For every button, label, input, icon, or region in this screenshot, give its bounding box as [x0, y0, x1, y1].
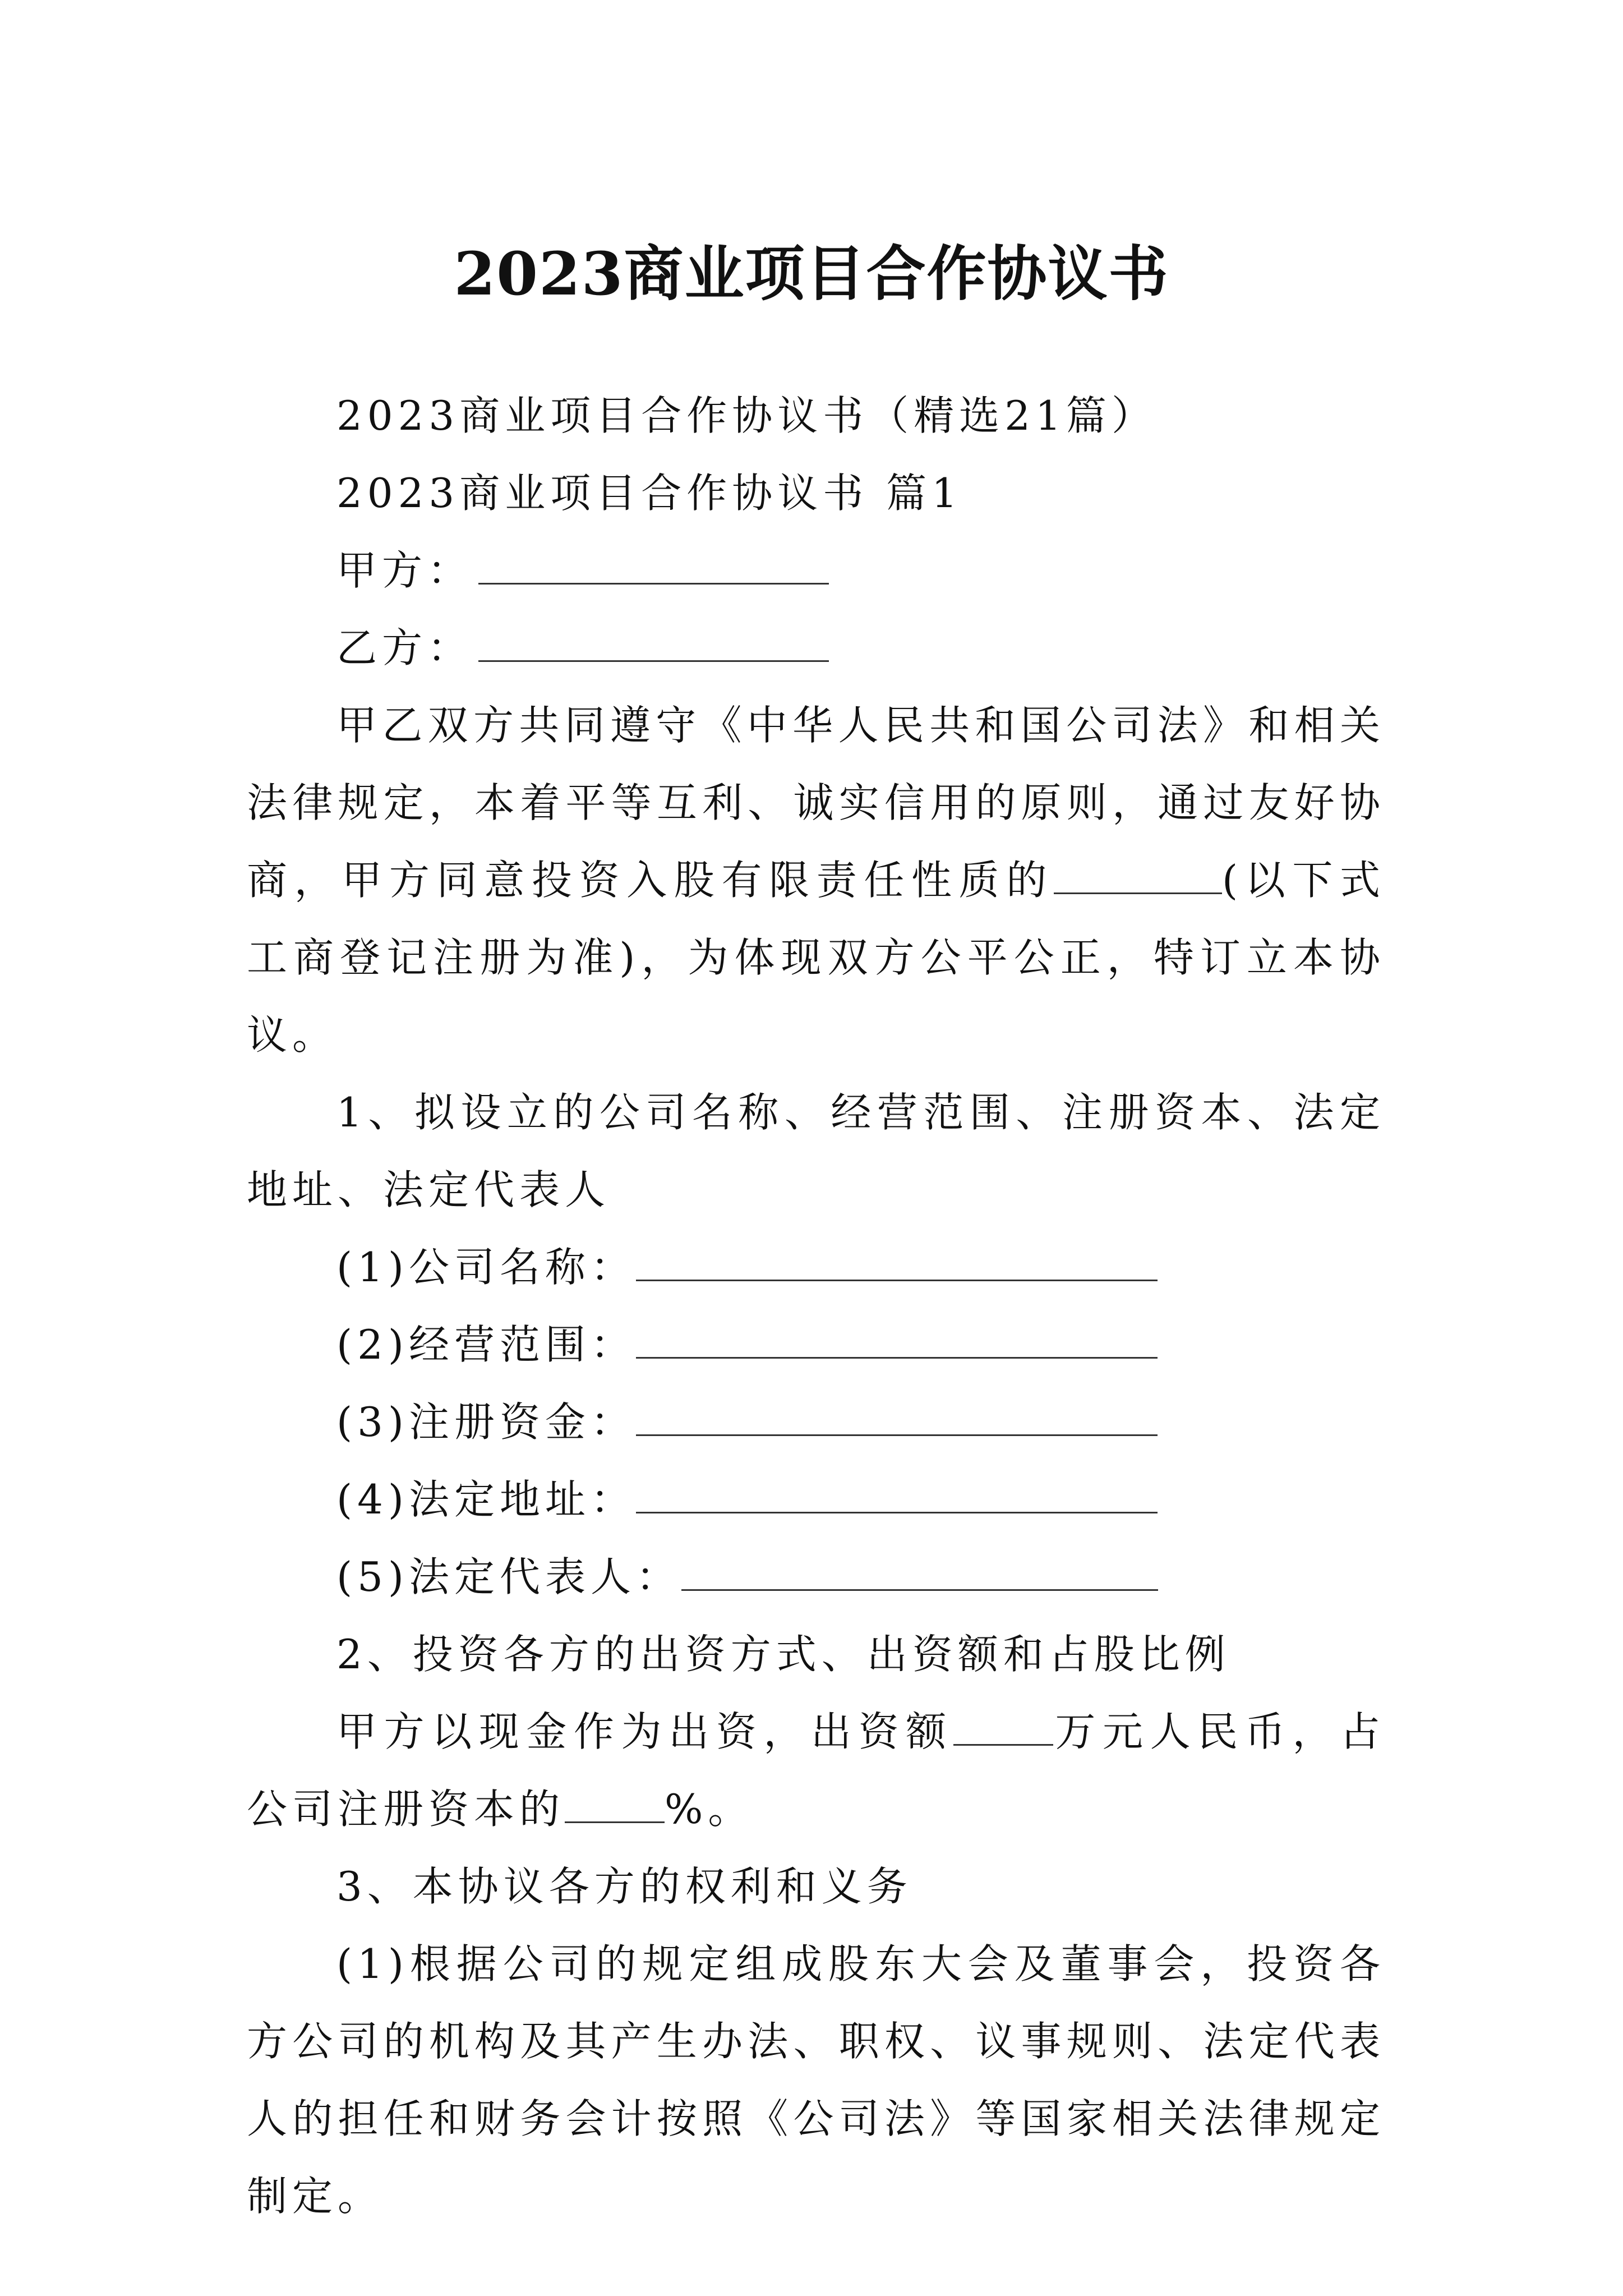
field-label: (4)法定地址：	[336, 1476, 636, 1523]
field-label: (3)注册资金：	[336, 1398, 636, 1446]
legal-address-blank[interactable]	[636, 1477, 1158, 1513]
field-label: (5)法定代表人：	[336, 1553, 681, 1600]
investment-amount-blank[interactable]	[953, 1709, 1053, 1746]
field-registered-capital	[247, 1383, 1385, 1461]
subtitle-line: 2023商业项目合作协议书（精选21篇）	[336, 392, 1157, 439]
field-company-name	[247, 1228, 1385, 1306]
party-b-label: 乙方：	[336, 624, 473, 671]
legal-representative-blank[interactable]	[681, 1554, 1158, 1591]
intro-text-part2: (以下式工商登记注册为准)，为体现双方公平公正，特订立本协议。	[247, 857, 1385, 1059]
field-legal-representative	[247, 1538, 1385, 1616]
investment-text-part3: %。	[665, 1786, 754, 1833]
investment-percent-blank[interactable]	[565, 1787, 665, 1823]
field-label: (2)经营范围：	[336, 1321, 636, 1368]
registered-capital-blank[interactable]	[636, 1400, 1158, 1436]
investment-paragraph	[247, 1693, 1385, 1848]
company-type-blank[interactable]	[1054, 858, 1222, 894]
document-body	[247, 377, 1385, 2235]
document-title: 2023商业项目合作协议书	[454, 238, 1169, 309]
field-legal-address	[247, 1461, 1385, 1538]
investment-text-part2: 万元人民币，占公司注册资本的	[247, 1708, 1385, 1833]
investment-text-part1: 甲方以现金作为出资，出资额	[336, 1708, 953, 1755]
party-a-line	[247, 532, 1385, 609]
clause-1-paragraph: (1)根据公司的规定组成股东大会及董事会，投资各方公司的机构及其产生办法、职权、议事规则、法定代表人的担任和财务会计按照《公司法》等国家相关法律规定制定。	[247, 1940, 1385, 2220]
party-b-blank[interactable]	[478, 625, 829, 662]
party-a-label: 甲方：	[336, 547, 473, 594]
chapter-line: 2023商业项目合作协议书 篇1	[336, 470, 962, 517]
section2-heading: 2、投资各方的出资方式、出资额和占股比例	[336, 1631, 1230, 1678]
field-label: (1)公司名称：	[336, 1244, 636, 1291]
section1-heading: 1、拟设立的公司名称、经营范围、注册资本、法定地址、法定代表人	[247, 1089, 1385, 1213]
section3-heading: 3、本协议各方的权利和义务	[336, 1863, 912, 1910]
party-a-blank[interactable]	[478, 548, 829, 585]
intro-paragraph	[247, 687, 1385, 1074]
intro-text-part1: 甲乙双方共同遵守《中华人民共和国公司法》和相关法律规定，本着平等互利、诚实信用的原则，通过友好协商，甲方同意投资入股有限责任性质的	[247, 702, 1385, 904]
field-business-scope	[247, 1306, 1385, 1383]
company-name-blank[interactable]	[636, 1245, 1158, 1281]
business-scope-blank[interactable]	[636, 1322, 1158, 1359]
party-b-line	[247, 609, 1385, 687]
